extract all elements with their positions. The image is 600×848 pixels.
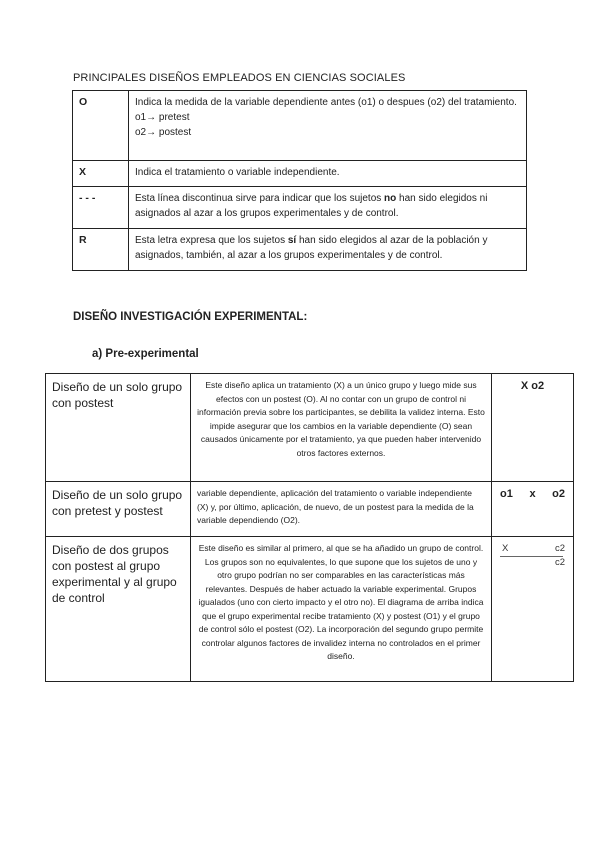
design-notation: X o2 — [492, 374, 574, 482]
diagram-control-postest: c2 — [554, 557, 565, 568]
legend-text: han sido elegidos ni asignados al azar a los grupos experimentales y de control. — [135, 193, 488, 219]
legend-emphasis: no — [384, 193, 397, 204]
legend-row-x — [73, 161, 527, 187]
legend-row-r — [73, 229, 527, 271]
design-row — [46, 374, 574, 482]
designs-table — [45, 373, 574, 682]
design-row — [46, 482, 574, 537]
legend-line: o2→ postest — [135, 127, 192, 138]
diagram-experimental-postest: c2 — [554, 543, 565, 554]
legend-symbol: X — [73, 161, 129, 187]
legend-description — [129, 91, 527, 161]
legend-line: Indica la medida de la variable dependiente antes (o1) o despues (o2) del tratamiento. — [135, 97, 517, 108]
subsection-title: a) Pre-experimental — [92, 348, 199, 360]
design-notation — [492, 537, 574, 682]
legend-symbol: O — [73, 91, 129, 161]
document-title: PRINCIPALES DISEÑOS EMPLEADOS EN CIENCIAS SOCIALES — [73, 72, 406, 84]
notation-pretest: o1 — [500, 488, 513, 500]
legend-description — [129, 187, 527, 229]
section-title: DISEÑO INVESTIGACIÓN EXPERIMENTAL: — [73, 311, 308, 323]
notation-treatment: x — [529, 488, 536, 500]
legend-text: han sido elegidos al azar de la población y asignados, también, al azar a los grupos experimentales y de control. — [135, 235, 488, 261]
design-description: Este diseño es similar al primero, al que se ha añadido un grupo de control. Los grupos son no equivalentes, lo que supone que los sujetos de uno y otro grupo podrían no ser comparables en las características más relevantes. Después de haber actuado la variable experimental. Grupos igualados (uno con cierto impacto y el otro no). El diagrama de arriba indica que el grupo experimental recibe tratamiento (X) y postest (O1) y el grupo de control sólo el postest (O2). La incorporación del segundo grupo permite controlar algunos factores de invalidez interna no controlados en el primer diseño. — [191, 537, 492, 682]
design-name: Diseño de dos grupos con postest al grupo experimental y al grupo de control — [46, 537, 191, 682]
design-row — [46, 537, 574, 682]
design-name: Diseño de un solo grupo con pretest y postest — [46, 482, 191, 537]
design-name: Diseño de un solo grupo con postest — [46, 374, 191, 482]
design-description: variable dependiente, aplicación del tratamiento o variable independiente (X) y, por último, aplicación, de nuevo, de un postest para la medida de la variable dependiendo (O2). — [191, 482, 492, 537]
legend-row-o — [73, 91, 527, 161]
design-notation — [492, 482, 574, 537]
legend-emphasis: sí — [287, 235, 297, 246]
notation-postest: o2 — [552, 488, 565, 500]
legend-row-dashed — [73, 187, 527, 229]
legend-description: Indica el tratamiento o variable independiente. — [129, 161, 527, 187]
legend-symbol: R — [73, 229, 129, 271]
two-group-diagram — [500, 543, 565, 583]
diagram-divider — [500, 556, 563, 557]
diagram-treatment: X — [502, 543, 509, 554]
legend-text: Esta línea discontinua sirve para indicar que los sujetos — [135, 193, 385, 204]
legend-symbol: - - - — [73, 187, 129, 229]
legend-table — [72, 90, 527, 271]
legend-text: Esta letra expresa que los sujetos — [135, 235, 288, 246]
design-description: Este diseño aplica un tratamiento (X) a un único grupo y luego mide sus efectos con un postest (O). Al no contar con un grupo de control ni información previa sobre los participantes, se debilita la validez interna. Esto impide asegurar que los cambios en la variable dependiente (O) sean causados únicamente por el tratamiento, ya que pueden haber intervenido otros factores externos. — [191, 374, 492, 482]
legend-description — [129, 229, 527, 271]
legend-line: o1→ pretest — [135, 112, 190, 123]
